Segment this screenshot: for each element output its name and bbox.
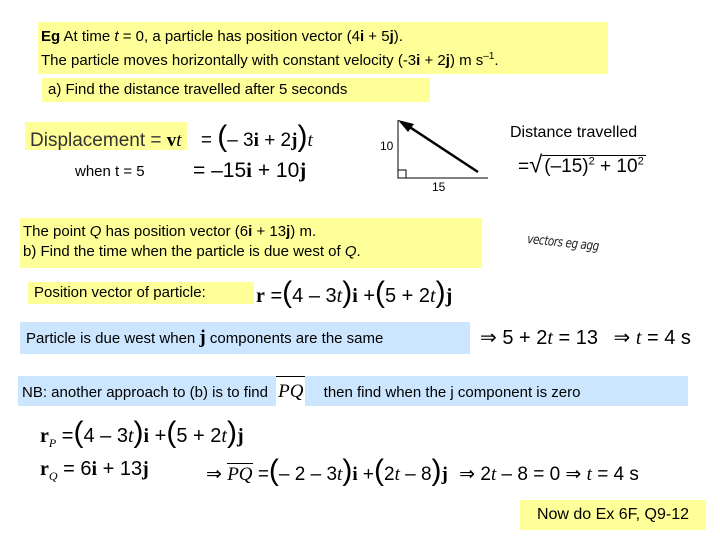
rp-equation: $r_P =(4 - 3t)i +(5 + 2t)j$ (40, 416, 244, 450)
pq-equation: ⇒ PQ =(– 2 – 3t)i +(2t – 8)j ⇒ 2t – 8 = 0 ⇒ t = 4 s (206, 454, 639, 487)
triangle-arrowhead (398, 120, 414, 132)
when-t5-label: when t = 5 (75, 163, 145, 180)
rq-equation: $r_Q = 6i + 13j$ (40, 458, 149, 483)
position-vector-box: Position vector of particle: (28, 282, 254, 304)
title-line-2: The particle moves horizontally with constant velocity (-3i + 2j) m $s^{-1}$. (41, 51, 499, 69)
triangle-hypotenuse (402, 122, 478, 172)
part-a-box (42, 78, 430, 102)
position-vector-equation: r =(4 – 3t)i +(5 + 2t)j (256, 276, 453, 309)
triangle-label-15: 15 (432, 180, 446, 194)
part-a-text: a) Find the distance travelled after 5 seconds (48, 81, 348, 98)
part-b-line-2: b) Find the time when the particle is due west of Q. (23, 243, 361, 260)
displacement-equation: Displacement = vt = (– 3i + 2j)t (30, 120, 313, 153)
nb-box: NB: another approach to (b) is to find PQ then find when the j component is zero (18, 376, 688, 406)
title-line-1: Eg At time t = 0, a particle has position vector (4i + 5j). (41, 28, 403, 45)
title-box (38, 22, 608, 74)
distance-label: Distance travelled (510, 124, 638, 141)
eg-label: Eg (41, 28, 61, 45)
part-b-box (20, 218, 482, 268)
when-t5-equation: = –15i + 10j (193, 158, 307, 182)
distance-equation: =√ $(-15)^2 + 10^2$ (518, 151, 644, 179)
due-west-box: Particle is due west when j components are the same (20, 322, 470, 354)
now-do-box: Now do Ex 6F, Q9-12 (520, 500, 706, 530)
displacement-triangle (370, 112, 490, 197)
right-angle-marker (398, 170, 406, 178)
pq-vector-label: PQ (276, 376, 305, 407)
triangle-label-10: 10 (380, 139, 394, 153)
handwritten-note: vectors eg agg (526, 232, 600, 255)
result-equation: ⇒ 5 + 2t = 13 ⇒ t = 4 s (480, 327, 691, 349)
part-b-line-1: The point Q has position vector (6i + 13j) m. (23, 223, 317, 240)
